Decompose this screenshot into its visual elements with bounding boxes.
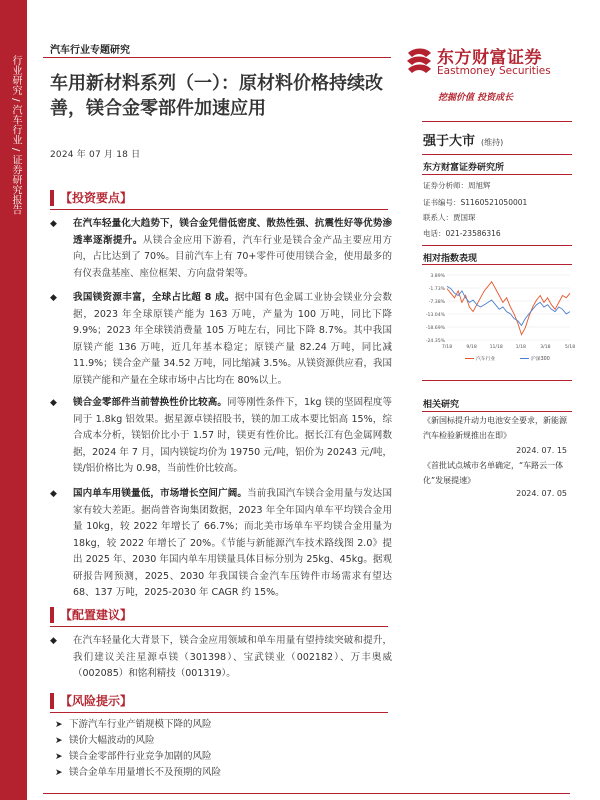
bullet-arrow-icon: ➤ bbox=[55, 768, 63, 778]
risk-item: ➤ 镁合金零部件行业竞争加剧的风险 bbox=[55, 749, 385, 765]
related-item-title[interactable]: 《新国标提升动力电池安全要求，新能源汽车检验新规推出在即》 bbox=[423, 416, 567, 440]
y-tick-label: 3.89% bbox=[430, 274, 445, 279]
section-rule bbox=[50, 626, 388, 627]
x-tick-label: 11/18 bbox=[489, 345, 503, 350]
y-tick-label: -24.35% bbox=[425, 339, 445, 344]
highlight-text: 当前我国汽车镁合金用量与发达国家有较大差距。据尚普咨询集团数据，2023 年全年国内单车平均镁合金用量 10kg，较 2022 年增长了 66.7%；而北美市场单车平均镁合金用量为 18kg，较 2022 年增长了 20%。《节能与新能源汽车技术路线图 2.0》提出 2025 年、2030 年国内单车用镁量具体目标分别为 25kg、45kg。据观研报告网预测，2025、2030 年我国镁合金汽车压铸件市场需求有望达 68、137 万吨，2025-2030 年 CAGR 约 15%。 bbox=[73, 488, 392, 598]
section-title: 【投资要点】 bbox=[60, 191, 133, 205]
x-tick-label: 3/18 bbox=[540, 345, 551, 350]
x-tick-label: 9/18 bbox=[466, 345, 477, 350]
index-chart-title: 相对指数表现 bbox=[423, 254, 478, 264]
related-item-title[interactable]: 《首批试点城市名单确定，“车路云一体化”发展提速》 bbox=[423, 461, 564, 485]
bullet-icon: ◆ bbox=[50, 293, 57, 303]
related-item-date: 2024. 07. 05 bbox=[516, 489, 567, 498]
x-tick-label: 1/18 bbox=[515, 345, 526, 350]
risk-item: ➤ 镁价大幅波动的风险 bbox=[55, 733, 385, 749]
right-divider bbox=[422, 154, 572, 155]
brand-slogan: 挖掘价值 投资成长 bbox=[438, 93, 514, 103]
legend-label: 汽车行业 bbox=[476, 357, 496, 362]
report-date: 2024 年 07 月 18 日 bbox=[50, 150, 141, 160]
brand-logo bbox=[404, 43, 554, 83]
section-bar bbox=[50, 190, 54, 206]
section-title: 【配置建议】 bbox=[60, 608, 133, 622]
advice-paragraph bbox=[50, 633, 392, 683]
highlight-bold: 国内单车用镁量低，市场增长空间广阔。 bbox=[73, 488, 248, 499]
bottom-divider bbox=[43, 793, 570, 794]
highlight-bold: 在汽车轻量化大趋势下，镁合金凭借低密度、散热性强、抗震性好等优势渗透率逐渐提升。 bbox=[73, 218, 392, 246]
section-rule bbox=[50, 712, 388, 713]
top-divider bbox=[43, 57, 391, 58]
right-divider bbox=[422, 411, 572, 412]
x-tick-label: 7/18 bbox=[441, 345, 453, 350]
series-line bbox=[447, 282, 570, 335]
highlight-bold: 镁合金零部件当前替换性价比较高。 bbox=[73, 397, 228, 408]
bullet-icon: ◆ bbox=[50, 489, 57, 499]
page-title: 车用新材料系列（一）：原材料价格持续改善，镁合金零部件加速应用 bbox=[50, 73, 383, 119]
section-risks bbox=[50, 692, 390, 714]
highlight-1 bbox=[50, 216, 392, 282]
risk-item: ➤ 镁合金单车用量增长不及预期的风险 bbox=[55, 765, 385, 781]
brand-name-cn: 东方财富证券 bbox=[437, 48, 542, 68]
sidebar-text: 行业研究 / 汽车行业 / 证券研究报告 bbox=[10, 55, 21, 215]
bullet-icon: ◆ bbox=[50, 636, 57, 646]
rating bbox=[423, 130, 503, 149]
logo-mark-icon bbox=[404, 45, 434, 81]
research-institute: 东方财富证券研究所 bbox=[423, 163, 505, 173]
contact-name: 联系人：贾国琛 bbox=[423, 213, 476, 222]
analyst-name: 证券分析师：周旭辉 bbox=[423, 181, 491, 190]
y-tick-label: -1.73% bbox=[428, 287, 445, 292]
highlight-text: 同等刚性条件下，1kg 镁的坚固程度等同于 1.8kg 铝效果。据星源卓镁招股书，镁的加工成本要比铝高 15%，综合成本分析，镁铝价比小于 1.57 时，镁更有性价比。据长江有色金属网数据，2024 年 7 月，国内镁锭均价为 19750 元/吨，铝价为 20243 元/吨，镁/铝价格比为 0.98，当前性价比较高。 bbox=[73, 397, 392, 474]
advice-text: 在汽车轻量化大背景下，镁合金应用领域和单车用量有望持续突破和提升，我们建议关注星源卓镁（301398）、宝武镁业（002182）、万丰奥威（002085）和铭利精技（001319）。 bbox=[73, 635, 392, 679]
highlight-3 bbox=[50, 395, 392, 478]
contact-phone: 电话：021-23586316 bbox=[423, 229, 501, 238]
right-divider bbox=[422, 245, 572, 246]
highlight-bold: 我国镁资源丰富，全球占比超 8 成。 bbox=[73, 292, 235, 303]
section-highlights bbox=[50, 189, 390, 211]
highlight-text: 据中国有色金属工业协会镁业分会数据，2023 年全球原镁产能为 163 万吨，产量为 100 万吨，同比下降 9.9%；2023 年全球镁消费量 105 万吨左右，同比下降 8.7%。其中我国原镁产能 136 万吨，近几年基本稳定；原镁产量 82.24 万吨，同比减 11.9%；镁合金产量 34.52 万吨，同比缩减 3.5%。从镁资源供应看，我国原镁产能和产量在全球市场中占比均在 80%以上。 bbox=[73, 292, 392, 386]
series-line bbox=[447, 286, 570, 325]
right-divider bbox=[422, 380, 572, 381]
bullet-arrow-icon: ➤ bbox=[55, 736, 63, 746]
related-item-date: 2024. 07. 15 bbox=[516, 446, 567, 455]
bullet-arrow-icon: ➤ bbox=[55, 752, 63, 762]
section-bar bbox=[50, 607, 54, 623]
bullet-arrow-icon: ➤ bbox=[55, 720, 63, 730]
bullet-icon: ◆ bbox=[50, 219, 57, 229]
y-tick-label: -18.69% bbox=[425, 326, 445, 331]
right-divider bbox=[422, 174, 572, 175]
section-title: 【风险提示】 bbox=[60, 694, 133, 708]
section-bar bbox=[50, 693, 54, 709]
legend-label: 沪深300 bbox=[531, 357, 550, 362]
brand-name-en: Eastmoney Securities bbox=[437, 65, 551, 77]
section-advice bbox=[50, 606, 390, 628]
risk-list bbox=[55, 717, 385, 781]
right-divider bbox=[422, 121, 572, 122]
rating-note: (维持) bbox=[481, 138, 504, 147]
section-rule bbox=[50, 209, 388, 210]
highlight-2 bbox=[50, 290, 392, 389]
related-title: 相关研究 bbox=[423, 400, 460, 410]
analyst-cert: 证书编号：S1160521050001 bbox=[423, 198, 528, 207]
relative-index-chart bbox=[420, 265, 575, 370]
highlight-4 bbox=[50, 486, 392, 602]
x-tick-label: 5/18 bbox=[564, 345, 575, 350]
rating-label: 强于大市 bbox=[423, 134, 476, 149]
bullet-icon: ◆ bbox=[50, 398, 57, 408]
sidebar bbox=[0, 0, 27, 800]
y-tick-label: -13.04% bbox=[425, 313, 445, 318]
y-tick-label: -7.38% bbox=[428, 300, 445, 305]
report-type: 汽车行业专题研究 bbox=[50, 45, 130, 56]
risk-item: ➤ 下游汽车行业产销规模下降的风险 bbox=[55, 717, 385, 733]
highlight-text: 从镁合金应用下游看，汽车行业是镁合金产品主要应用方向，占比达到了 70%。目前汽车上有 70+零件可使用镁合金，使用最多的有仪表盘基座、座位框架、方向盘骨架等。 bbox=[73, 234, 392, 279]
